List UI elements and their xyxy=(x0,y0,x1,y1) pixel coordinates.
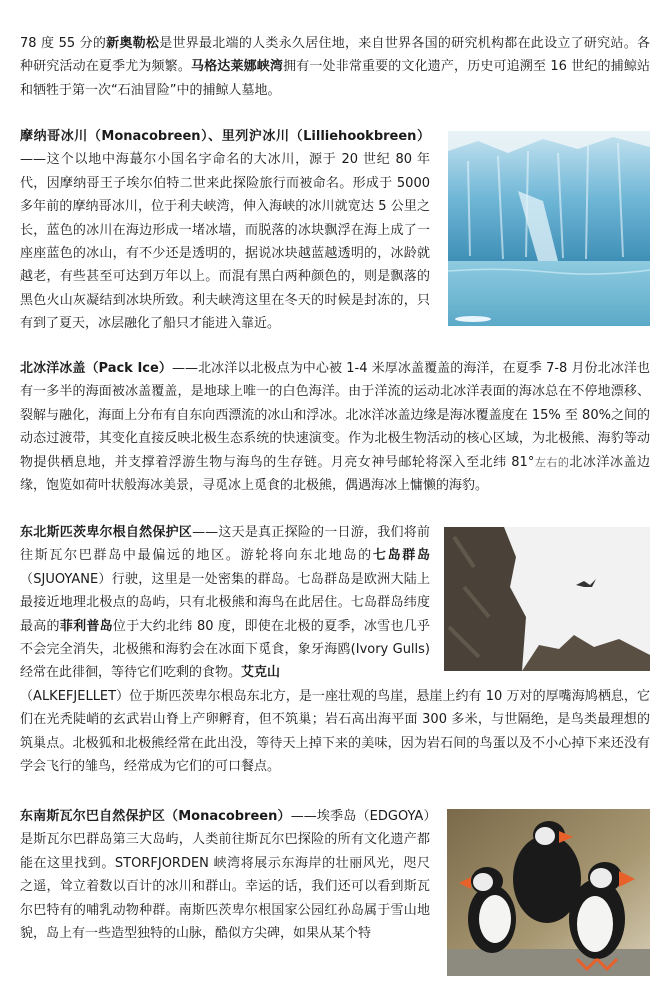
puffin-photo xyxy=(447,809,650,976)
northeast-paragraph-top xyxy=(20,521,430,685)
intro-text: 78 度 55 分的 xyxy=(20,36,107,51)
glacier-paragraph xyxy=(20,125,430,336)
intro-paragraph xyxy=(20,32,650,102)
glacier-body: ——这个以地中海蕞尔小国名字命名的大冰川，源于 20 世纪 80 年代，因摩纳哥王子埃尔伯特二世来此探险旅行而被命名。形成于 5000 多年前的摩纳哥冰川，位于利夫峡湾，伸入海峡的冰川就宽达 5 公里之长，蓝色的冰川在海边形成一堵冰墙，而脱落的冰块飘浮在海上成了一座座蓝色的冰山，有不少还是透明的，据说冰块越蓝越透明的，冰龄就越老，有些甚至可达到万年以上。而混有黑白两种颜色的，则是飘落的黑色火山灰凝结到冰块所致。利夫峡湾这里在冬天的时候是封冻的，只有到了夏天，冰层融化了船只才能进入靠近。 xyxy=(20,152,430,332)
northeast-heading: 东北斯匹茨卑尔根自然保护区 xyxy=(20,525,193,540)
intro-section xyxy=(20,32,650,102)
southeast-heading: 东南斯瓦尔巴自然保护区（Monacobreen） xyxy=(20,809,291,824)
northeast-text: ——这天是真正探险的一日游，我们将前往斯瓦尔巴群岛中最偏远的地区。游轮将向东北地岛的 xyxy=(20,525,430,564)
sjuoyane-name: 七岛群岛 xyxy=(372,548,430,564)
bird-cliff-photo xyxy=(444,527,650,671)
glacier-photo xyxy=(448,131,650,326)
northeast-text: 位于大约北纬 80 度，即使在北极的夏季，冰雪也几乎不会完全消失，北极熊和海豹会在冰面下觅食，象牙海鸥(Ivory Gulls) 经常在此徘徊，等待它们吃剩的食物。 xyxy=(20,618,430,681)
southeast-paragraph xyxy=(20,805,430,945)
packice-small-text: 左右的 xyxy=(534,455,570,469)
ny-alesund-name: 新奥勒松 xyxy=(106,36,160,51)
alkefjellet-name: 艾克山 xyxy=(241,665,281,681)
southeast-body: ——埃季岛（EDGOYA）是斯瓦尔巴群岛第三大岛屿，人类前往斯瓦尔巴探险的所有文化遗产都能在这里找到。STORFJORDEN 峡湾将展示东海岸的壮丽风光，咫尺之遥，耸立着数以百计的冰川和群山。幸运的话，我们还可以看到斯瓦尔巴特有的哺乳动物种群。南斯匹茨卑尔根国家公园红孙岛属于雪山地貌，岛上有一些造型独特的山脉，酷似方尖碑，如果从某个特 xyxy=(20,809,430,942)
intro-text: 拥有一处非常重要的文化遗产，历史可追溯至 16 世纪的捕鲸站和牺牲于第一次“石油冒险”中的捕鲸人墓地。 xyxy=(20,59,650,98)
northeast-section-continued xyxy=(20,685,650,779)
packice-body: 北冰洋冰盖边缘，饱览如荷叶状般海冰美景，寻觅冰上觅食的北极熊，偶遇海冰上慵懒的海豹。 xyxy=(20,454,650,494)
packice-paragraph xyxy=(20,357,650,497)
magdalenefjord-name: 马格达莱娜峡湾 xyxy=(190,59,284,75)
northeast-text: （SJUOYANE）行驶，这里是一处密集的群岛。七岛群岛是欧洲大陆上最接近地理北极点的岛屿，只有北极熊和海鸟在此居住。七岛群岛纬度最高的 xyxy=(20,571,430,634)
southeast-section xyxy=(20,805,430,945)
packice-section xyxy=(20,357,650,497)
northeast-section xyxy=(20,521,430,685)
phippsoya-name: 菲利普岛 xyxy=(59,618,113,634)
packice-heading: 北冰洋冰盖（Pack Ice） xyxy=(20,361,172,376)
intro-text: 是世界最北端的人类永久居住地，来自世界各国的研究机构都在此设立了研究站。各种研究活动在夏季尤为频繁。 xyxy=(20,36,650,75)
packice-body: ——北冰洋以北极点为中心被 1-4 米厚冰盖覆盖的海洋，在夏季 7-8 月份北冰洋也有一多半的海面被冰盖覆盖，是地球上唯一的白色海洋。由于洋流的运动北冰洋表面的海冰总在不停地漂移、裂解与融化，海面上分布有自东向西漂流的冰山和浮冰。北冰洋冰盖边缘是海冰覆盖度在 15% 至 80%之间的动态过渡带，其变化直接反映北极生态系统的快速演变。作为北极生物活动的核心区域，为北极熊、海豹等动物提供栖息地，并支撑着浮游生物与海鸟的生存链。月亮女神号邮轮将深入至北纬 81° xyxy=(20,361,650,470)
glacier-section xyxy=(20,125,430,336)
glacier-heading: 摩纳哥冰川（Monacobreen）、里列沪冰川（Lilliehookbreen） xyxy=(20,129,430,144)
northeast-paragraph-bottom: （ALKEFJELLET）位于斯匹茨卑尔根岛东北方，是一座壮观的鸟崖，悬崖上约有 10 万对的厚嘴海鸠栖息，它们在光秃陡峭的玄武岩山脊上产卵孵育，但不筑巢；岩石高出海平面 300 多米，与世隔绝，是鸟类最理想的筑巢点。北极狐和北极熊经常在此出没，等待天上掉下来的美味，因为岩石间的鸟蛋以及不小心掉下来还没有学会飞行的雏鸟，经常成为它们的可口餐点。 xyxy=(20,689,650,775)
